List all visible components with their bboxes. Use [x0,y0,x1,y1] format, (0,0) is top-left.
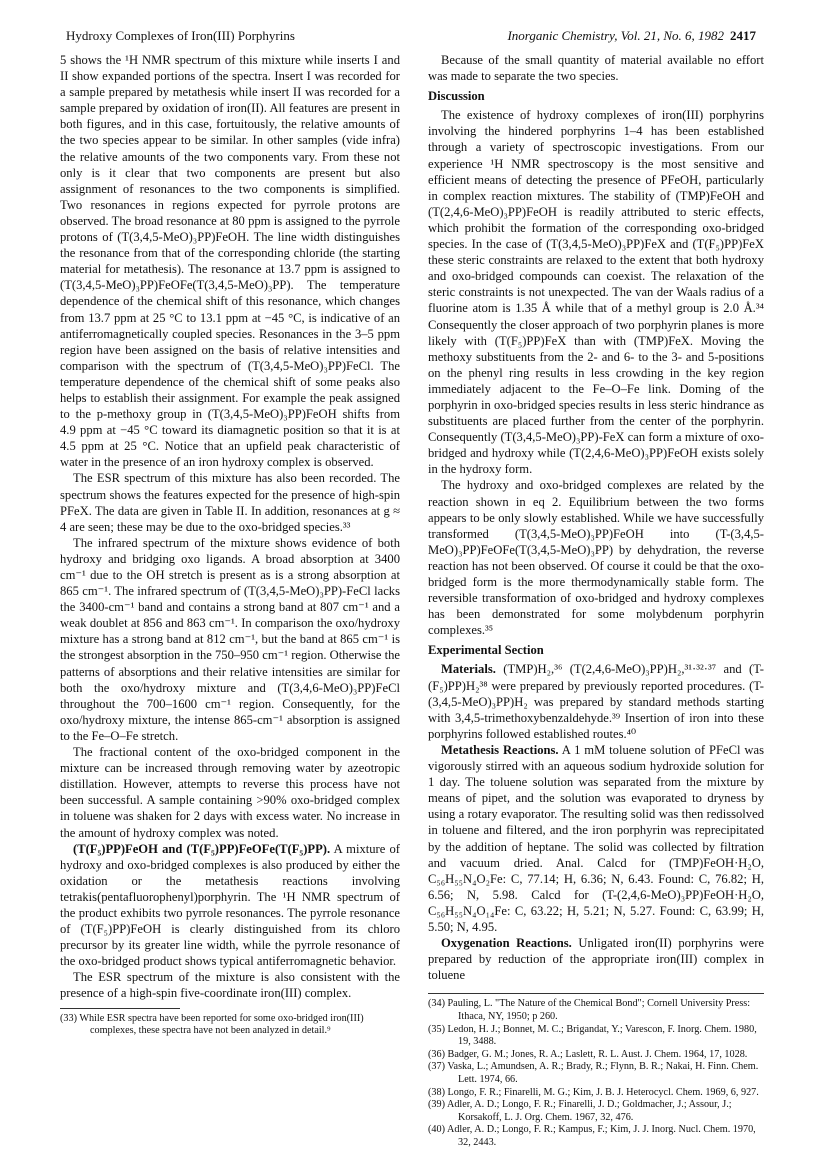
reference-36: (36) Badger, G. M.; Jones, R. A.; Laslett, R. L. Aust. J. Chem. 1964, 17, 1028. [428,1048,748,1060]
paragraph-discussion-2: The hydroxy and oxo-bridged complexes are related by the reaction shown in eq 2. Equilibrium between the two forms appears to be only slowly established. While we have successfully transformed (T(3,4,5-MeO)₃PP)FeOH into (T-(3,4,5-MeO)₃PP)FeOFe(T(3,4,5-MeO)₃PP) by dehydration, the reverse reaction has not been observed. Of course it could be that the oxo-bridged form is the more thermodynamically stable form. The reversible transformation of oxo-bridged and hydroxy complexes has been demonstrated for some molybdenum porphyrin complexes.³⁵ [428,478,764,638]
metathesis-body: A 1 mM toluene solution of PFeCl was vigorously stirred with an aqueous sodium hydroxide solution for 1 day. The toluene solution was separated from the mixture by means of pipet, and the solution was evaporated to dryness by using a rotary evaporator. The resulting solid was then redissolved in toluene and filtered, and the iron porphyrin was reprecipitated by the addition of heptane. The solid was collected by filtration and vacuum dried. Anal. Calcd for (TMP)FeOH·H₂O, C₅₆H₅₅N₄O₂Fe: C, 77.14; H, 6.36; N, 6.43. Found: C, 76.82; H, 6.56; N, 5.98. Calcd for (T-(2,4,6-MeO)₃PP)FeOH·H₂O, C₅₆H₅₅N₄O₁₄Fe: C, 63.22; H, 5.21; N, 5.27. Found: C, 63.99; H, 5.50; N, 4.95. [428,742,764,934]
paragraph-discussion-1: The existence of hydroxy complexes of iron(III) porphyrins involving the hindered porphyrins 1–4 has been established through a variety of spectroscopic investigations. From our experience ¹H NMR spectroscopy is the most sensitive and efficient means of detecting the presence of PFeOH, particularly in complex reaction mixtures. The stability of (TMP)FeOH and (T(2,4,6-MeO)₃PP)FeOH is readily attributed to steric effects, which prohibit the formation of the corresponding oxo-bridged species. In the case of (T(3,4,5-MeO)₃PP)FeX and (T(F₅)PP)FeX these steric constraints are relaxed to the extent that both hydroxy and oxo-bridged compounds can coexist. The relaxation of the steric constraints is not unexpected. The van der Waals radius of a fluorine atom is 1.35 Å while that of a methyl group is 2.0 Å.³⁴ Consequently the closer approach of two porphyrin planes is more likely with (T(F₅)PP)FeX than with (TMP)FeX. Moving the methoxy substituents from the 2- and 6- to the 3- and 5-positions on the phenyl ring results in less crowding in the key region immediately adjacent to the Fe–O–Fe link. Doming of the porphyrin in oxo-bridged species results in less steric hindrance as substituents are placed further from the center of the porphyrin. Consequently (T(3,4,5-MeO)₃PP)-FeX can form a mixture of oxo-bridged and hydroxy while (T(2,4,6-MeO)₃PP)FeOH exists solely in the hydroxy form. [428,108,764,477]
oxygenation-body: Unligated iron(II) porphyrins were prepared by reduction of the appropriate iron(III) complex in toluene [428,936,764,983]
metathesis-heading: Metathesis Reactions. [441,742,559,757]
reference-38: (38) Longo, F. R.; Finarelli, M. G.; Kim, J. B. J. Heterocycl. Chem. 1969, 6, 927. [428,1086,759,1098]
paragraph-materials [428,661,764,741]
paragraph-separation: Because of the small quantity of material available no effort was made to separate the two species. [428,53,764,84]
references-list [428,993,764,1149]
materials-body: (TMP)H₂,³⁶ (T(2,4,6-MeO)₃PP)H₂,³¹·³²·³⁷ and (T-(F₅)PP)H₂³⁸ were prepared by previously reported procedures. (T-(3,4,5-MeO)₃PP)H₂ was prepared by standard methods starting with 3,4,5-trimethoxybenzaldehyde.³⁹ Insertion of iron into these porphyrins followed established routes.⁴⁰ [428,662,764,741]
paragraph-fractional-content: The fractional content of the oxo-bridged component in the mixture can be increased through removing water by azeotropic distillation. However, attempts to reverse this process have not been successful. A sample containing >90% oxo-bridged complex in toluene was shaken for 2 days with excess water. No increase in the amount of hydroxy complex was noted. [60,745,400,840]
tf5pp-heading: (T(F₅)PP)FeOH and (T(F₅)PP)FeOFe(T(F₅)PP). [73,841,331,856]
heading-experimental: Experimental Section [428,643,544,658]
paragraph-tf5pp [60,841,400,970]
page-number: 2417 [730,28,756,43]
running-head-journal [507,28,756,44]
left-column [60,52,400,1038]
tf5pp-body: A mixture of hydroxy and oxo-bridged complexes is also produced by either the oxidation or the metathesis reactions involving tetrakis(pentafluorophenyl)porphyrin. The ¹H NMR spectrum of the product exhibits two pyrrole resonances. The pyrrole resonance of (T(F₅)PP)FeOH is clearly distinguished from its chloro precursor by its greater line width, while the pyrrole resonance of the oxo-bridged product shows typical antiferromagnetic behavior. [60,841,401,969]
paragraph-nmr: 5 shows the ¹H NMR spectrum of this mixture while inserts I and II show expanded portions of the spectra. Insert I was recorded for a sample prepared by metathesis while insert II was recorded for a sample prepared by oxidation of iron(II). All features are present in both figures, and in this case, fortuitously, the relative amounts of the two species appear to be similar. In other samples (vide infra) the relative amounts of the two components vary. From these not only is it clear that two components are present but also assignment of resonances to the two components is simplified. Two resonances in regions expected for pyrrole protons are observed. The broad resonance at 80 ppm is assigned to the pyrrole protons of (T(3,4,5-MeO)₃PP)FeOH. The line width distinguishes the resonance from that of the corresponding chloride (the starting material for metathesis). The resonance at 13.7 ppm is assigned to (T(3,4,5-MeO)₃PP)FeOFe(T(3,4,5-MeO)₃PP). The temperature dependence of the chemical shift of this resonance, which changes from 13.7 ppm at 25 °C to 13.1 ppm at −45 °C, is indicative of an antiferromagnetically coupled species. Resonances in the 3–5 ppm region have been assigned on the basis of relative intensities and comparison with the spectrum of (T(3,4,5-MeO)₃PP)FeCl. The temperature dependence of the chemical shift of some peaks also helps to establish their assignment. For example the peak assigned to the p-methoxy group in (T(3,4,5-MeO)₃PP)FeOH shifts from 4.9 ppm at −45 °C toward its diamagnetic position so that it is at 4.5 ppm at 25 °C. Notice that an upfield peak characteristic of water in the presence of an iron hydroxy complex is observed. [60,53,400,470]
oxygenation-heading: Oxygenation Reactions. [441,936,572,951]
paragraph-infrared: The infrared spectrum of the mixture shows evidence of both hydroxy and bridging oxo ligands. A broad absorption at 3400 cm⁻¹ due to the OH stretch is present as is a strong absorption at 865 cm⁻¹. The infrared spectrum of (T(3,4,5-MeO)₃PP)-FeCl lacks the 3400-cm⁻¹ band and contains a strong band at 807 cm⁻¹ and a weak doublet at 856 and 863 cm⁻¹. In comparison the oxo/hydroxy mixture has a strong band at 812 cm⁻¹, but the band at 865 cm⁻¹ is the strongest absorption in the 750–950 cm⁻¹ region. Otherwise the patterns of absorptions and their relative intensities are similar for both the oxo/hydroxy mixture and (T(3,4,6-MeO)₃PP)FeCl throughout the 700–1600 cm⁻¹ region. Consequently, for the oxo/hydroxy mixture, the intense 865-cm⁻¹ absorption is assigned to the Fe–O–Fe stretch. [60,535,400,743]
paragraph-oxygenation [428,935,764,983]
materials-heading: Materials. [441,662,496,677]
reference-34: (34) Pauling, L. "The Nature of the Chemical Bond"; Cornell University Press: Ithaca, NY, 1950; p 260. [428,998,751,1022]
reference-37: (37) Vaska, L.; Amundsen, A. R.; Brady, R.; Flynn, B. R.; Nakai, H. Finn. Chem. Lett. 1974, 66. [428,1061,759,1085]
journal-citation: Inorganic Chemistry, Vol. 21, No. 6, 1982 [507,28,724,43]
paragraph-esr-mixture: The ESR spectrum of the mixture is also consistent with the presence of a high-spin five-coordinate iron(III) complex. [60,970,400,1001]
right-column [428,52,764,1149]
paragraph-metathesis [428,742,764,935]
paragraph-esr: The ESR spectrum of this mixture has also been recorded. The spectrum shows the features expected for the presence of high-spin PFeX. The data are given in Table II. In addition, resonances at g ≈ 4 are seen; these may be due to the oxo-bridged species.³³ [60,471,400,534]
heading-discussion: Discussion [428,89,485,104]
reference-35: (35) Ledon, H. J.; Bonnet, M. C.; Brigandat, Y.; Varescon, F. Inorg. Chem. 1980, 19, 3488. [428,1023,757,1048]
reference-40: (40) Adler, A. D.; Longo, F. R.; Kampus, F.; Kim, J. J. Inorg. Nucl. Chem. 1970, 32, 2443. [428,1124,756,1148]
reference-39: (39) Adler, A. D.; Longo, F. R.; Finarelli, J. D.; Goldmacher, J.; Assour, J.; Korsakoff, L. J. Org. Chem. 1967, 32, 476. [428,1099,732,1123]
running-head-title: Hydroxy Complexes of Iron(III) Porphyrins [66,28,295,43]
footnote-33: (33) While ESR spectra have been reported for some oxo-bridged iron(III) complexes, these spectra have not been analyzed in detail.⁹ [60,1012,364,1037]
footnote-rule [60,1008,180,1009]
